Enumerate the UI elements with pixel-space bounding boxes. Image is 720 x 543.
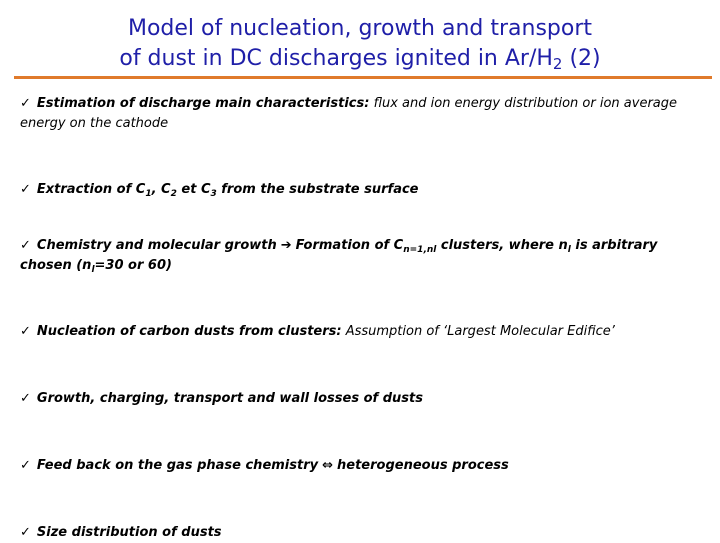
check-icon: ✓ xyxy=(20,391,31,406)
check-icon: ✓ xyxy=(20,96,31,111)
subscript: 2 xyxy=(170,189,177,199)
bullet-feedback-text: heterogeneous process xyxy=(337,458,509,473)
bullet-extraction xyxy=(20,180,710,200)
double-arrow-icon: ⇔ xyxy=(322,458,334,473)
bullet-growth xyxy=(20,389,710,409)
check-icon: ✓ xyxy=(20,458,31,473)
slide-title xyxy=(0,14,720,74)
title-line-2-text: of dust in DC discharges ignited in Ar/H xyxy=(119,46,553,71)
check-icon: ✓ xyxy=(20,525,31,540)
bullet-estimation xyxy=(20,94,710,134)
title-subscript: 2 xyxy=(552,55,563,73)
bullet-chemistry-text: clusters, where n xyxy=(436,238,568,253)
bullet-extraction-text: Extraction of C xyxy=(36,182,146,197)
subscript: 3 xyxy=(210,189,217,199)
check-icon: ✓ xyxy=(20,238,31,253)
check-icon: ✓ xyxy=(20,182,31,197)
title-line-2-end: (2) xyxy=(562,46,601,71)
bullet-chemistry-text: is arbitrary chosen (n xyxy=(20,238,658,273)
bullet-extraction-text: et C xyxy=(176,182,211,197)
title-line-2 xyxy=(0,44,720,74)
bullet-estimation-bold: Estimation of discharge main characteristics: xyxy=(36,96,370,111)
bullet-feedback-text: Feed back on the gas phase chemistry xyxy=(36,458,319,473)
bullet-nucleation xyxy=(20,322,710,342)
bullet-chemistry-text: Chemistry and molecular growth xyxy=(36,238,277,253)
bullet-chemistry-text: =30 or 60) xyxy=(94,258,172,273)
subscript: n=1,nl xyxy=(403,245,437,255)
title-divider xyxy=(14,76,712,79)
bullet-nucleation-detail: Assumption of ‘Largest Molecular Edifice’ xyxy=(341,324,615,339)
bullet-size-distribution xyxy=(20,523,710,543)
bullet-nucleation-bold: Nucleation of carbon dusts from clusters: xyxy=(36,324,342,339)
bullet-feedback xyxy=(20,456,710,476)
bullet-chemistry-text: Formation of C xyxy=(295,238,404,253)
subscript: l xyxy=(567,245,571,255)
bullet-extraction-text: , C xyxy=(151,182,171,197)
bullet-chemistry xyxy=(20,236,710,276)
right-arrow-icon: ➔ xyxy=(280,238,292,253)
title-line-1: Model of nucleation, growth and transport xyxy=(127,16,593,41)
bullet-estimation-detail: flux and ion energy distribution or ion average energy on the cathode xyxy=(20,96,678,131)
bullet-size-distribution-text: Size distribution of dusts xyxy=(36,525,222,540)
subscript: l xyxy=(91,265,95,275)
bullet-extraction-text: from the substrate surface xyxy=(216,182,419,197)
bullet-growth-text: Growth, charging, transport and wall losses of dusts xyxy=(36,391,423,406)
check-icon: ✓ xyxy=(20,324,31,339)
subscript: 1 xyxy=(145,189,152,199)
